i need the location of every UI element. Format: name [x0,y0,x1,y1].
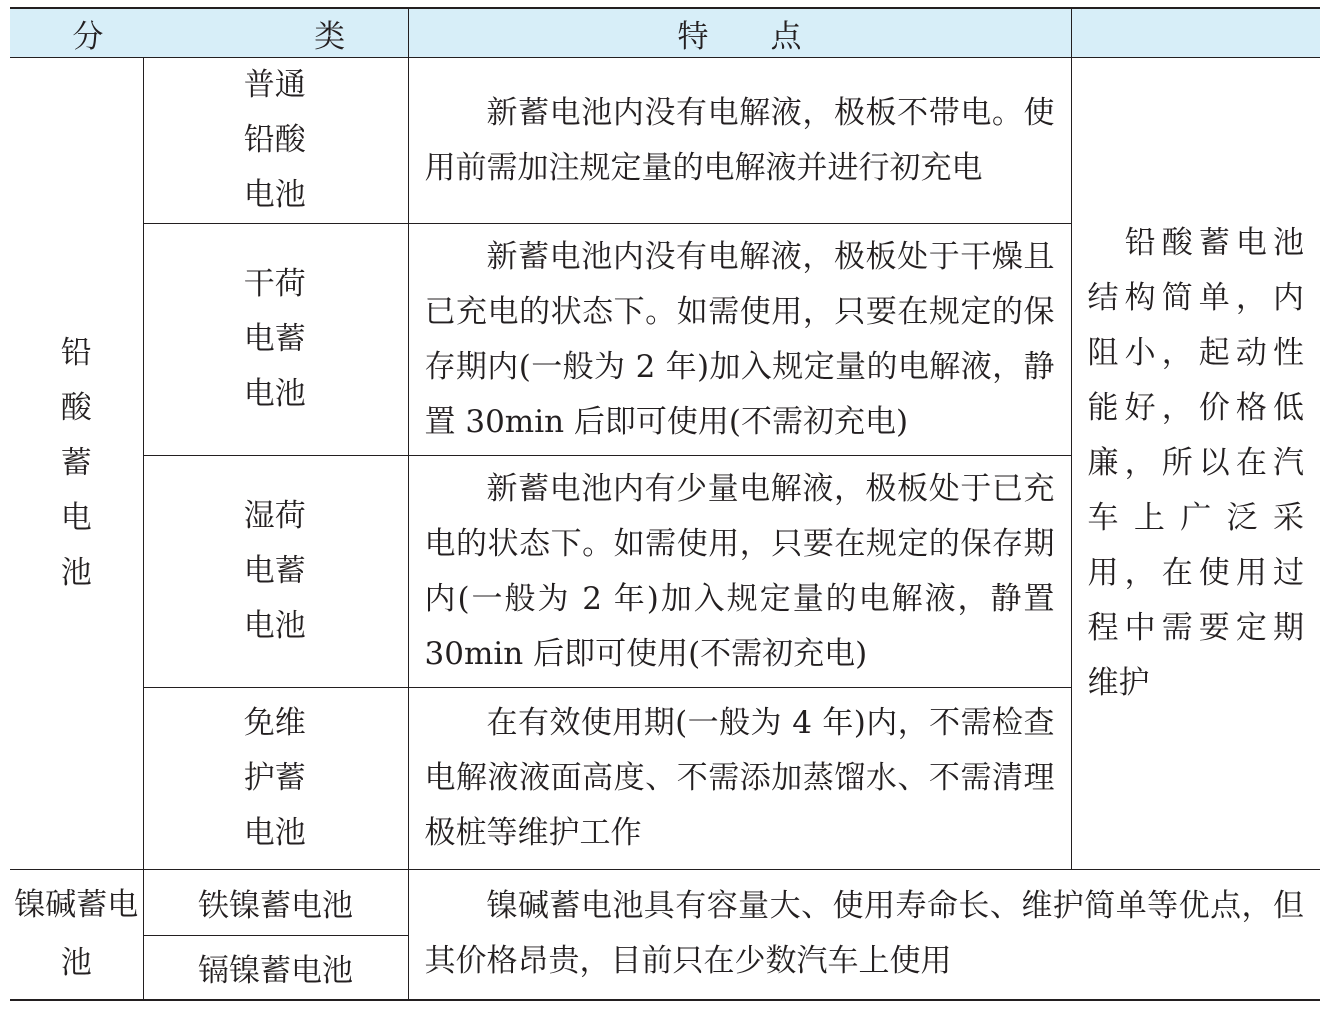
type-cell [143,58,408,224]
table-header-row [10,8,1320,58]
type-cell [143,224,408,456]
type-cell [143,688,408,870]
table-row [10,870,1320,936]
lead-acid-group-cell [10,58,143,870]
type-name: 普通铅酸电池 [243,67,306,213]
feature-cell: 新蓄电池内没有电解液，极板处于干燥且已充电的状态下。如需使用，只要在规定的保存期内(一般为 2 年)加入规定量的电解液，静置 30min 后即可使用(不需初充电) [408,224,1071,456]
header-features: 特 点 [408,8,1071,58]
type-name: 干荷电蓄电池 [243,266,306,412]
feature-cell: 新蓄电池内没有电解液，极板不带电。使用前需加注规定量的电解液并进行初充电 [408,58,1071,224]
nickel-type-name: 镉镍蓄电池 [143,936,408,1000]
lead-acid-summary: 铅酸蓄电池结构简单，内阻小，起动性能好，价格低廉，所以在汽车上广泛采用，在使用过程中需要定期维护 [1071,58,1320,870]
feature-cell: 在有效使用期(一般为 4 年)内，不需检查电解液液面高度、不需添加蒸馏水、不需清理极桩等维护工作 [408,688,1071,870]
table-row [10,58,1320,224]
header-classification: 分 类 [10,8,408,58]
battery-classification-table [10,7,1320,1001]
lead-acid-group-label: 铅酸蓄电池 [60,335,92,591]
type-name: 湿荷电蓄电池 [243,498,306,644]
nickel-alkaline-feature: 镍碱蓄电池具有容量大、使用寿命长、维护简单等优点，但其价格昂贵，目前只在少数汽车上使用 [408,870,1320,1000]
type-cell [143,456,408,688]
type-name: 免维护蓄电池 [243,705,306,851]
feature-cell: 新蓄电池内有少量电解液，极板处于已充电的状态下。如需使用，只要在规定的保存期内(一般为 2 年)加入规定量的电解液，静置 30min 后即可使用(不需初充电) [408,456,1071,688]
header-extra [1071,8,1320,58]
nickel-type-name: 铁镍蓄电池 [143,870,408,936]
nickel-alkaline-group-label: 镍碱蓄电池 [10,870,143,1000]
